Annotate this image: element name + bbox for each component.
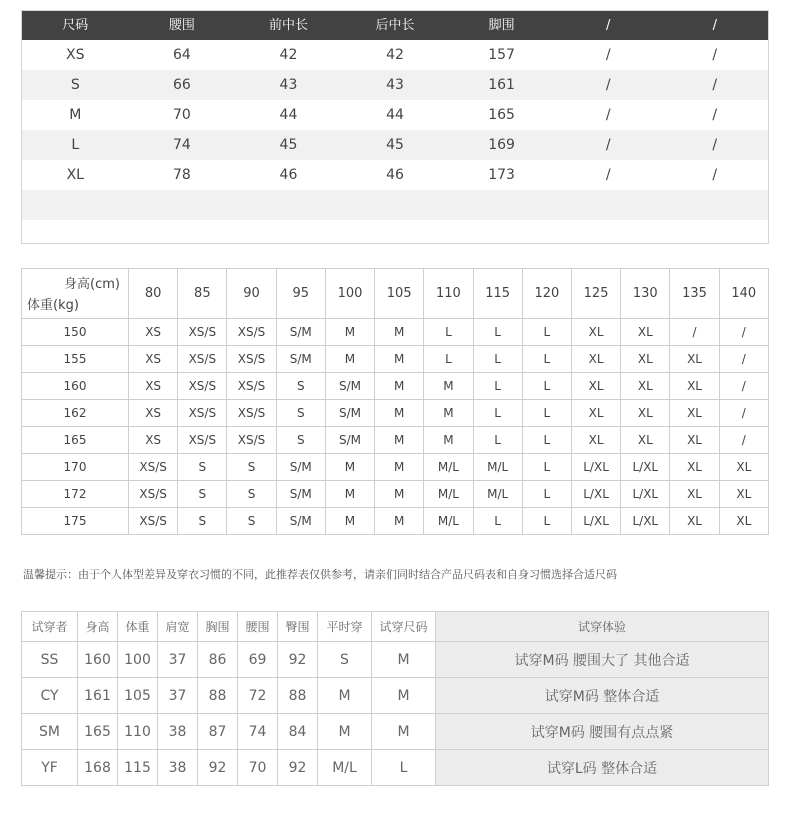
size-cell: S	[276, 427, 325, 454]
tryon-row	[22, 678, 769, 714]
header-cell: 试穿体验	[436, 612, 769, 642]
size-cell: XL	[621, 319, 670, 346]
size-cell: M	[325, 481, 374, 508]
tryon-cell: 70	[238, 750, 278, 786]
size-cell: L	[522, 346, 571, 373]
size-cell: /	[719, 346, 768, 373]
size-cell: XL	[670, 400, 719, 427]
size-cell: M	[375, 454, 424, 481]
size-cell: XL	[621, 346, 670, 373]
size-cell: S/M	[276, 481, 325, 508]
size-cell: M/L	[424, 454, 473, 481]
height-cell: 90	[227, 269, 276, 319]
size-cell: S/M	[325, 373, 374, 400]
recommend-row	[22, 481, 769, 508]
tryon-cell: 37	[158, 678, 198, 714]
size-cell: /	[719, 400, 768, 427]
size-cell: L	[522, 427, 571, 454]
empty-row	[22, 220, 768, 250]
experience-cell: 试穿M码 整体合适	[436, 678, 769, 714]
size-cell: XS/S	[129, 454, 178, 481]
size-cell: 42	[279, 47, 298, 63]
weight-label: 体重(kg)	[27, 298, 79, 313]
size-cell: L	[473, 400, 522, 427]
header-cell: 前中长	[268, 18, 308, 33]
weight-cell: 150	[22, 319, 129, 346]
corner-cell	[22, 269, 129, 319]
header-cell: 肩宽	[158, 612, 198, 642]
size-cell: XL	[670, 481, 719, 508]
size-cell: XS/S	[227, 427, 276, 454]
size-cell: L/XL	[621, 481, 670, 508]
size-cell: L	[522, 319, 571, 346]
size-cell: /	[605, 107, 611, 123]
size-cell: L	[473, 508, 522, 535]
size-cell: /	[719, 427, 768, 454]
size-cell: XL	[571, 373, 620, 400]
weight-cell: 162	[22, 400, 129, 427]
tryon-cell: 72	[238, 678, 278, 714]
size-cell: L/XL	[571, 481, 620, 508]
size-row	[22, 70, 768, 100]
size-cell: L	[473, 373, 522, 400]
size-cell: M	[375, 481, 424, 508]
recommend-row	[22, 508, 769, 535]
size-cell: 42	[386, 47, 404, 63]
size-cell: L	[473, 346, 522, 373]
size-cell: 46	[279, 167, 298, 183]
tryon-cell: SM	[22, 714, 78, 750]
size-cell: M	[424, 400, 473, 427]
tryon-row	[22, 750, 769, 786]
size-cell: XL	[670, 373, 719, 400]
size-cell: /	[712, 107, 718, 123]
tryon-table	[21, 611, 769, 786]
height-header-row	[22, 269, 769, 319]
recommend-row	[22, 454, 769, 481]
height-cell: 115	[473, 269, 522, 319]
tryon-cell: 92	[278, 642, 318, 678]
size-cell: XL	[571, 427, 620, 454]
tryon-cell: SS	[22, 642, 78, 678]
size-cell: 43	[386, 77, 404, 93]
size-cell: XL	[621, 400, 670, 427]
header-cell: 体重	[118, 612, 158, 642]
tryon-cell: YF	[22, 750, 78, 786]
size-cell: XS/S	[178, 346, 227, 373]
height-cell: 110	[424, 269, 473, 319]
size-cell: 78	[172, 167, 191, 183]
size-cell: XS/S	[178, 373, 227, 400]
size-recommendation-table	[21, 268, 769, 535]
size-cell: 45	[279, 137, 298, 153]
size-cell: XL	[621, 427, 670, 454]
tryon-cell: 69	[238, 642, 278, 678]
size-cell: S	[276, 373, 325, 400]
size-cell: S	[227, 481, 276, 508]
size-cell: L	[522, 373, 571, 400]
height-cell: 130	[621, 269, 670, 319]
height-cell: 80	[129, 269, 178, 319]
size-cell: 46	[386, 167, 404, 183]
weight-cell: 165	[22, 427, 129, 454]
header-cell: 臀围	[278, 612, 318, 642]
tryon-cell: M/L	[318, 750, 372, 786]
size-cell: XL	[719, 508, 768, 535]
height-cell: 135	[670, 269, 719, 319]
header-cell: 尺码	[62, 18, 89, 33]
weight-cell: 155	[22, 346, 129, 373]
size-cell: M	[69, 107, 82, 123]
size-cell: /	[719, 373, 768, 400]
size-row	[22, 160, 768, 190]
size-cell: XS	[129, 427, 178, 454]
size-cell: L	[522, 454, 571, 481]
tryon-cell: 161	[78, 678, 118, 714]
size-cell: S/M	[276, 508, 325, 535]
tryon-cell: 165	[78, 714, 118, 750]
size-cell: 70	[172, 107, 191, 123]
tryon-cell: 92	[198, 750, 238, 786]
height-cell: 105	[375, 269, 424, 319]
tryon-cell: M	[318, 714, 372, 750]
size-cell: XS/S	[227, 319, 276, 346]
tryon-cell: M	[372, 678, 436, 714]
header-cell: 平时穿	[318, 612, 372, 642]
tryon-row	[22, 714, 769, 750]
empty-row	[22, 190, 768, 220]
size-cell: L/XL	[621, 508, 670, 535]
tryon-cell: 100	[118, 642, 158, 678]
height-cell: 95	[276, 269, 325, 319]
header-cell: 腰围	[238, 612, 278, 642]
size-cell: M/L	[424, 508, 473, 535]
tryon-cell: 88	[278, 678, 318, 714]
size-cell: S/M	[276, 319, 325, 346]
size-cell: M	[424, 373, 473, 400]
size-cell: /	[605, 77, 611, 93]
header-cell: 后中长	[375, 18, 415, 33]
header-cell: /	[605, 18, 611, 33]
size-cell: L	[522, 508, 571, 535]
size-cell: L	[522, 400, 571, 427]
size-cell: XS/S	[129, 508, 178, 535]
size-cell: M	[424, 427, 473, 454]
size-cell: 161	[488, 77, 515, 93]
height-cell: 120	[522, 269, 571, 319]
size-cell: 74	[172, 137, 191, 153]
size-cell: XS	[129, 319, 178, 346]
tryon-cell: 86	[198, 642, 238, 678]
size-cell: XL	[571, 319, 620, 346]
size-cell: 45	[386, 137, 404, 153]
size-cell: L/XL	[571, 454, 620, 481]
size-cell: S/M	[325, 427, 374, 454]
size-cell: L	[71, 137, 80, 153]
size-cell: L	[522, 481, 571, 508]
size-cell: M	[325, 454, 374, 481]
size-cell: S	[178, 481, 227, 508]
size-cell: XL	[571, 400, 620, 427]
height-label: 身高(cm)	[64, 277, 120, 292]
recommend-row	[22, 346, 769, 373]
size-cell: /	[719, 319, 768, 346]
tip-note: 温馨提示：由于个人体型差异及穿衣习惯的不同，此推荐表仅供参考，请亲们同时结合产品尺码表和自身习惯选择合适尺码	[23, 568, 617, 581]
size-cell: S	[276, 400, 325, 427]
size-cell: /	[605, 47, 611, 63]
recommend-row	[22, 319, 769, 346]
size-cell: L/XL	[621, 454, 670, 481]
size-cell: M	[375, 346, 424, 373]
size-cell: S/M	[325, 400, 374, 427]
height-cell: 125	[571, 269, 620, 319]
size-cell: XS/S	[129, 481, 178, 508]
header-cell: 脚围	[488, 18, 515, 33]
size-cell: M	[325, 346, 374, 373]
size-cell: /	[670, 319, 719, 346]
tryon-cell: 38	[158, 750, 198, 786]
size-cell: XL	[571, 346, 620, 373]
size-chart-table	[21, 10, 769, 244]
tryon-cell: 37	[158, 642, 198, 678]
size-cell: /	[605, 137, 611, 153]
size-cell: XL	[670, 346, 719, 373]
tryon-cell: M	[372, 714, 436, 750]
weight-cell: 170	[22, 454, 129, 481]
size-cell: 64	[172, 47, 191, 63]
size-cell: 43	[279, 77, 298, 93]
size-cell: S	[178, 508, 227, 535]
size-cell: XL	[66, 167, 84, 183]
size-cell: /	[712, 167, 718, 183]
size-cell: XL	[719, 481, 768, 508]
size-cell: L	[424, 346, 473, 373]
recommend-row	[22, 427, 769, 454]
tryon-cell: 84	[278, 714, 318, 750]
size-cell: 169	[488, 137, 515, 153]
size-cell: XL	[670, 454, 719, 481]
size-cell: M	[325, 319, 374, 346]
tryon-cell: L	[372, 750, 436, 786]
tryon-cell: CY	[22, 678, 78, 714]
size-cell: L/XL	[571, 508, 620, 535]
size-cell: M	[375, 400, 424, 427]
size-cell: 44	[386, 107, 404, 123]
tryon-cell: M	[318, 678, 372, 714]
tryon-row	[22, 642, 769, 678]
size-cell: S/M	[276, 454, 325, 481]
size-cell: S	[227, 508, 276, 535]
weight-cell: 172	[22, 481, 129, 508]
size-cell: L	[473, 319, 522, 346]
size-cell: XS	[129, 400, 178, 427]
size-cell: M	[375, 508, 424, 535]
size-cell: M/L	[473, 481, 522, 508]
header-cell: 腰围	[168, 18, 195, 33]
weight-cell: 160	[22, 373, 129, 400]
size-cell: XS/S	[227, 373, 276, 400]
size-cell: L	[424, 319, 473, 346]
experience-cell: 试穿M码 腰围大了 其他合适	[436, 642, 769, 678]
recommend-row	[22, 373, 769, 400]
size-cell: XS/S	[178, 400, 227, 427]
tryon-cell: 88	[198, 678, 238, 714]
header-cell: /	[712, 18, 717, 33]
size-row	[22, 40, 768, 70]
height-cell: 140	[719, 269, 768, 319]
tryon-cell: 160	[78, 642, 118, 678]
tryon-cell: 87	[198, 714, 238, 750]
size-cell: XL	[719, 454, 768, 481]
size-cell: XS	[129, 346, 178, 373]
header-cell: 胸围	[198, 612, 238, 642]
tryon-cell: 168	[78, 750, 118, 786]
size-cell: XS/S	[178, 427, 227, 454]
size-cell: /	[712, 47, 718, 63]
tryon-cell: 105	[118, 678, 158, 714]
size-cell: /	[712, 137, 718, 153]
tryon-cell: 110	[118, 714, 158, 750]
size-cell: 157	[488, 47, 515, 63]
size-chart-header-row	[22, 11, 768, 40]
size-cell: XS/S	[227, 346, 276, 373]
weight-cell: 175	[22, 508, 129, 535]
tryon-cell: 74	[238, 714, 278, 750]
size-row	[22, 100, 768, 130]
recommend-row	[22, 400, 769, 427]
size-cell: 66	[172, 77, 191, 93]
header-cell: 试穿者	[22, 612, 78, 642]
tryon-cell: M	[372, 642, 436, 678]
experience-cell: 试穿M码 腰围有点点紧	[436, 714, 769, 750]
size-cell: /	[712, 77, 718, 93]
tryon-cell: 92	[278, 750, 318, 786]
size-cell: S	[70, 77, 80, 93]
size-row	[22, 130, 768, 160]
size-cell: M/L	[424, 481, 473, 508]
header-cell: 试穿尺码	[372, 612, 436, 642]
size-cell: L	[473, 427, 522, 454]
tryon-cell: 38	[158, 714, 198, 750]
size-cell: /	[605, 167, 611, 183]
size-cell: XS/S	[227, 400, 276, 427]
size-cell: XS	[66, 47, 85, 63]
size-cell: XL	[670, 508, 719, 535]
experience-cell: 试穿L码 整体合适	[436, 750, 769, 786]
size-cell: XL	[621, 373, 670, 400]
tryon-cell: S	[318, 642, 372, 678]
size-cell: 44	[279, 107, 298, 123]
size-cell: M	[375, 427, 424, 454]
size-cell: XL	[670, 427, 719, 454]
height-cell: 100	[325, 269, 374, 319]
size-cell: XS/S	[178, 319, 227, 346]
size-cell: M	[325, 508, 374, 535]
tryon-header-row	[22, 612, 769, 642]
height-cell: 85	[178, 269, 227, 319]
size-cell: M	[375, 373, 424, 400]
size-cell: S/M	[276, 346, 325, 373]
size-cell: XS	[129, 373, 178, 400]
size-cell: 165	[488, 107, 515, 123]
size-cell: M/L	[473, 454, 522, 481]
size-cell: M	[375, 319, 424, 346]
tryon-cell: 115	[118, 750, 158, 786]
header-cell: 身高	[78, 612, 118, 642]
size-cell: 173	[488, 167, 515, 183]
size-cell: S	[227, 454, 276, 481]
size-cell: S	[178, 454, 227, 481]
